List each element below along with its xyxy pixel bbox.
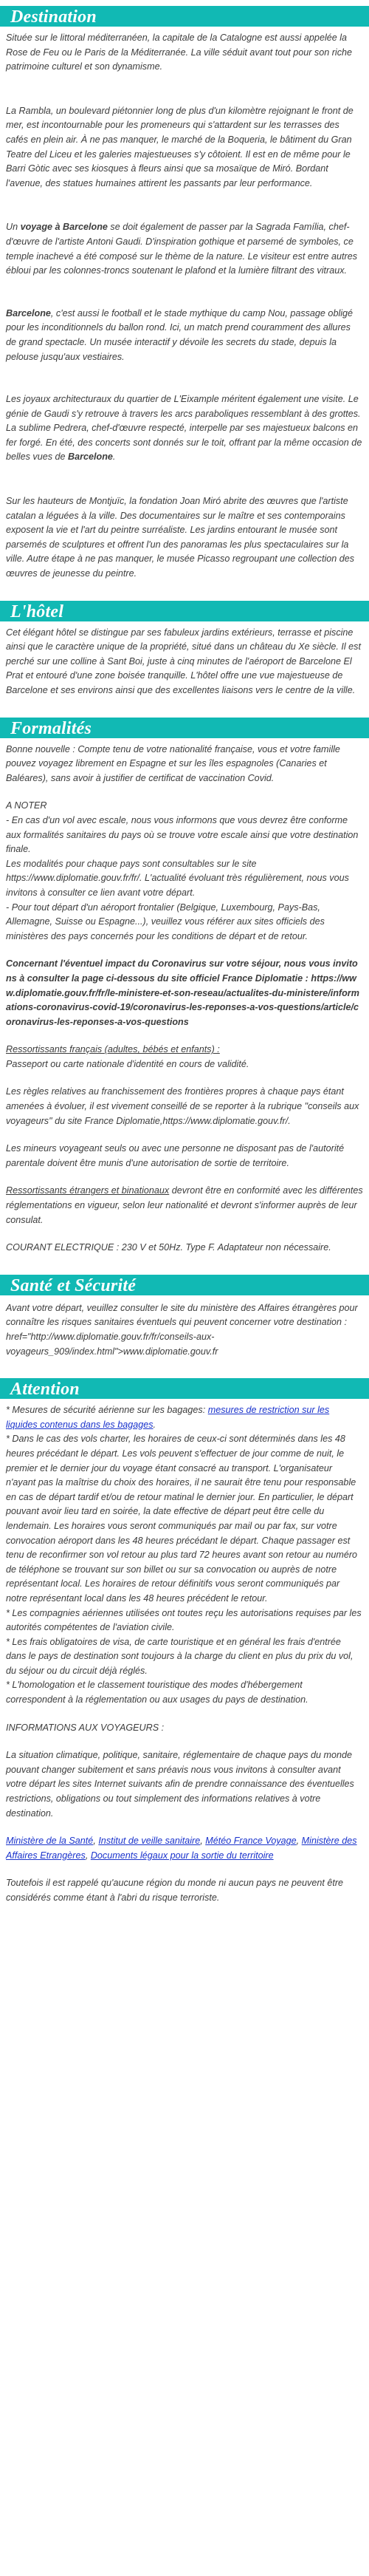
sante-title: Santé et Sécurité: [10, 1275, 137, 1295]
attention-info-heading: INFORMATIONS AUX VOYAGEURS :: [6, 1722, 165, 1733]
destination-p5-bold: Barcelone: [68, 452, 113, 463]
destination-header: [0, 0, 369, 27]
attention-luggage-end: .: [153, 1419, 156, 1430]
attention-info-text: La situation climatique, politique, sanitaire, réglementaire de chaque pays du monde pouvant changer subitement et sans préavis nous vous invitons à consulter avant votre départ les sites Internet suivants afin de prendre connaissance des éventuelles restrictions, obligations ou tout simplement des informations relatives à votre destination.: [6, 1750, 354, 1819]
destination-p5-text: Les joyaux architecturaux du quartier de L'Eixample méritent également une visite. Le génie de Gaudi s'y retrouve à travers les arcs paraboliques ressemblant à des grottes. La sublime Pedrera, chef-d'œuvre respecté, interpelle par ses majestueux balcons en fer forgé. En été, des concerts sont donnés sur le toit, offrant par la même occasion de belles vues de: [6, 394, 362, 463]
destination-paragraph-5: [6, 392, 363, 465]
destination-content: [0, 27, 369, 582]
hotel-content: [0, 621, 369, 698]
link-affaires-etrangeres[interactable]: Ministère des Affaires Etrangères: [6, 1836, 357, 1861]
link-ministere-sante[interactable]: Ministère de la Santé: [6, 1836, 94, 1847]
sante-header: [0, 1269, 369, 1295]
formalites-note: [6, 799, 363, 944]
destination-p3-bold: voyage à Barcelone: [20, 222, 108, 233]
attention-links: Ministère de la Santé, Institut de veille sanitaire, Météo France Voyage, Ministère des Affaires Etrangères, Documents légaux pour la sortie du territoire: [6, 1836, 357, 1861]
formalites-minors: Les mineurs voyageant seuls ou avec une personne ne disposant pas de l'autorité parentale doivent être munis d'une autorisation de sortie de territoire.: [6, 1143, 345, 1168]
attention-title: Attention: [10, 1380, 80, 1400]
formalites-note-label: A NOTER: [6, 800, 47, 811]
formalites-border-rules: Les règles relatives au franchissement des frontières propres à chaque pays étant amenées à évoluer, il est vivement conseillé de se reporter à la rubrique "conseils aux voyageurs" du site France Diplomatie,https://www.diplomatie.gouv.fr/.: [6, 1086, 359, 1126]
formalites-foreign-heading: Ressortissants étrangers et binationaux: [6, 1185, 170, 1196]
formalites-title: Formalités: [10, 718, 92, 738]
link-meteo-france[interactable]: Météo France Voyage: [205, 1836, 297, 1847]
formalites-foreign-nationals: [6, 1184, 363, 1227]
attention-bullets: * Dans le cas des vols charter, les horaires de ceux-ci sont déterminés dans les 48 heures précédant le départ. Les vols peuvent s'effectuer de jour comme de nuit, le premier et le dernier jour du voyage étant consacré au transport. L'organisateur n'ayant pas la maîtrise du choix des horaires, il ne saurait être tenu pour responsable en cas de départ tardif et/ou de retour matinal le dernier jour. En particulier, le départ pouvant avoir lieu tard en soirée, la date effective de départ peut être celle du lendemain. Les horaires vous seront communiqués par mail ou par fax, sur votre convocation aéroport dans les 48 heures précédant le départ. Chaque passager est tenu de reconfirmer son vol retour au plus tard 72 heures avant son retour au numéro de téléphone se trouvant sur son billet ou sur sa convocation ou auprès de notre représentant local. Les horaires de retour définitifs vous seront communiqués par notre représentant local dans les 48 heures précédent le retour. * Les compagnies aériennes utilisées ont toutes reçu les autorisations requises par les autorités compétentes de l'aviation civile. * Les frais obligatoires de visa, de carte touristique et en général les frais d'entrée dans le pays de destination sont toujours à la charge du client en plus du prix du vol, du séjour ou du circuit déjà réglés. * L'homologation et le classement touristique des modes d'hébergement correspondent à la réglementation ou aux usages du pays de destination.: [6, 1434, 362, 1706]
attention-luggage: [6, 1403, 363, 1432]
hotel-header: [0, 595, 369, 621]
attention-header: [0, 1372, 369, 1399]
destination-p4-rest: , c'est aussi le football et le stade mythique du camp Nou, passage obligé pour les inconditionnels du ballon rond. Ici, un match prend couramment des allures de grand spectacle. Un musée interactif y dévoile les secrets du stade, depuis la pelouse jusqu'aux vestiaires.: [6, 307, 354, 362]
formalites-header: [0, 712, 369, 738]
formalites-french-text: Passeport ou carte nationale d'identité en cours de validité.: [6, 1058, 249, 1069]
sante-content: [0, 1295, 369, 1359]
destination-paragraph-2: La Rambla, un boulevard piétonnier long de plus d'un kilomètre rejoignant le front de mer, est incontournable pour les promeneurs qui s'attardent sur les terrasses des cafés en plein air. À ne pas manquer, le marché de la Boqueria, le bâtiment du Gran Teatre del Liceu et les galeries majestueuses s'y côtoient. Il est en de même pour le Barri Gòtic avec ses kiosques à fleurs ainsi que sa mosaïque de Miró. Bordant l'avenue, des statues humaines attirent les passants par leur performance.: [6, 105, 354, 188]
destination-p3-rest: se doit également de passer par la Sagrada Família, chef-d'œuvre de l'artiste Antoni Gaudi. D'inspiration gothique et parsemé de symboles, ce temple inachevé a été composé sur le thème de la nature. Le visiteur est entre autres ébloui par les colonnes-troncs soutenant le plafond et la lumière filtrant des vitraux.: [6, 222, 358, 276]
sante-paragraph-1: Avant votre départ, veuillez consulter le site du ministère des Affaires étrangères pour connaître les risques sanitaires éventuels qui peuvent concerner votre destination : href="http://www.diplomatie.gouv.fr/fr/conseils-aux-voyageurs_909/index.html">www.diplomatie.gouv.fr: [6, 1302, 358, 1357]
formalites-content: [0, 738, 369, 1255]
link-documents-legaux[interactable]: Documents légaux pour la sortie du territoire: [90, 1850, 274, 1861]
formalites-french-nationals: [6, 1043, 363, 1071]
destination-title: Destination: [10, 7, 97, 27]
hotel-title: L'hôtel: [10, 602, 64, 621]
formalites-foreign-text: devront être en conformité avec les différentes réglementations en vigueur, selon leur nationalité et devront s'informer auprès de leur consulat.: [6, 1185, 363, 1225]
formalites-paragraph-1: Bonne nouvelle : Compte tenu de votre nationalité française, vous et votre famille pouvez voyagez librement en Espagne et sur les îles espagnoles (Canaries et Baléares), sans avoir à justifier de certificat de vaccination Covid.: [6, 743, 340, 783]
attention-final: Toutefois il est rappelé qu'aucune région du monde ni aucun pays ne peuvent être considérés comme étant à l'abri du risque terroriste.: [6, 1878, 344, 1903]
luggage-restrictions-link[interactable]: mesures de restriction sur les liquides contenus dans les bagages: [6, 1405, 330, 1430]
destination-paragraph-1: Située sur le littoral méditerranéen, la capitale de la Catalogne est aussi appelée la Rose de Feu ou le Paris de la Méditerranée. La ville séduit avant tout pour son riche patrimoine culturel et son dynamisme.: [6, 33, 353, 72]
formalites-note-line-3: - Pour tout départ d'un aéroport frontalier (Belgique, Luxembourg, Pays-Bas, Allemagne, Suisse ou Espagne...), veuillez vous référer aux sites officiels des ministères des pays concernés pour les conditions de départ et de retour.: [6, 902, 325, 941]
formalites-french-heading: Ressortissants français (adultes, bébés et enfants) :: [6, 1044, 220, 1055]
formalites-note-line-2: Les modalités pour chaque pays sont consultables sur le site https://www.diplomatie.gouv.fr/fr/. L'actualité évoluant très régulièrement, nous vous invitons à consulter ce lien avant votre départ.: [6, 858, 349, 898]
destination-p5-end: .: [112, 452, 116, 463]
link-veille-sanitaire[interactable]: Institut de veille sanitaire: [98, 1836, 201, 1847]
attention-content: [0, 1399, 369, 1905]
destination-paragraph-3: [6, 220, 363, 278]
destination-paragraph-4: [6, 307, 363, 364]
formalites-covid-notice: Concernant l'éventuel impact du Coronavirus sur votre séjour, nous vous invitons à consulter la page ci-dessous du site officiel France Diplomatie : https://www.diplomatie.gouv.fr/fr/le-ministere-et-son-reseau/actualites-du-ministere/informations-coronavirus-covid-19/coronavirus-les-reponses-a-vos-questions/article/coronavirus-les-reponses-a-vos-questions: [6, 958, 359, 1027]
destination-p4-bold: Barcelone: [6, 307, 51, 318]
formalites-note-line-1: - En cas d'un vol avec escale, nous vous informons que vous devrez être conforme aux formalités sanitaires du pays où se trouve votre escale ainsi que votre destination finale.: [6, 814, 359, 855]
attention-luggage-prefix: * Mesures de sécurité aérienne sur les bagages:: [6, 1405, 208, 1416]
destination-p3-prefix: Un: [6, 222, 21, 233]
destination-paragraph-6: Sur les hauteurs de Montjuïc, la fondation Joan Miró abrite des œuvres que l'artiste catalan a léguées à la ville. Des documentaires sur le maître et ses contemporains exposent la vie et l'art du peintre surréaliste. Les jardins entourant le musée sont parsemés de sculptures et offrent l'un des panoramas les plus spectaculaires sur la ville. Autre étape à ne pas manquer, le musée Picasso regroupant une collection des œuvres de jeunesse du peintre.: [6, 496, 355, 579]
formalites-electric: COURANT ELECTRIQUE : 230 V et 50Hz. Type F. Adaptateur non nécessaire.: [6, 1242, 331, 1253]
hotel-paragraph-1: Cet élégant hôtel se distingue par ses fabuleux jardins extérieurs, terrasse et piscine ainsi que le caractère unique de la propriété, situé dans un château du Xe siècle. Il est perché sur une colline à Sant Boi, juste à cinq minutes de l'aéroport de Barcelone El Prat et entouré d'une zone boisée tranquille. L'hôtel offre une vue majestueuse de Barcelone et ses environs ainsi que des excellentes liaisons vers le centre de la ville.: [6, 627, 361, 695]
